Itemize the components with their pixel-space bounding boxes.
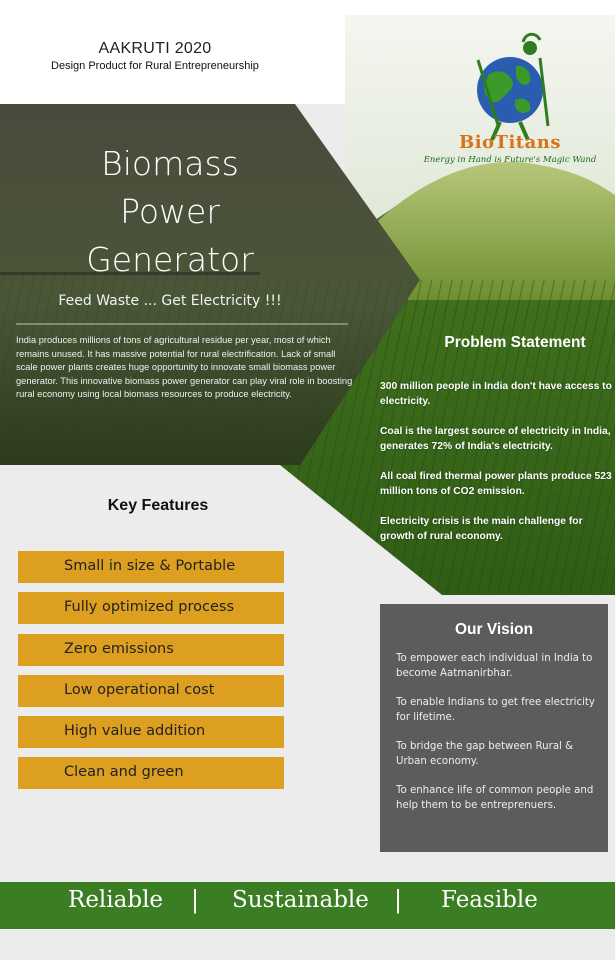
vision-item: To enable Indians to get free electricity for lifetime. — [396, 697, 595, 723]
feature-item: Small in size & Portable — [18, 551, 284, 583]
problem-item: All coal fired thermal power plants produce 523 million tons of CO2 emission. — [380, 471, 612, 497]
problem-item: 300 million people in India don't have access to electricity. — [380, 381, 612, 407]
product-tagline: Feed Waste ... Get Electricity !!! — [58, 293, 282, 309]
key-features-list — [18, 551, 284, 799]
brand-tagline: Energy in Hand is Future's Magic Wand — [423, 155, 597, 165]
footer-word-sustainable: Sustainable — [232, 887, 369, 913]
feature-item: Zero emissions — [18, 634, 284, 666]
product-title — [40, 140, 300, 284]
product-title-line: Generator — [86, 240, 254, 279]
feature-item: High value addition — [18, 716, 284, 748]
event-subtitle: Design Product for Rural Entrepreneurship — [51, 60, 259, 72]
brand-name: BioTitans — [459, 132, 561, 153]
problem-item: Electricity crisis is the main challenge for growth of rural economy. — [380, 516, 583, 542]
vision-list — [396, 651, 602, 827]
footer-word-feasible: Feasible — [441, 887, 538, 913]
vision-item: To bridge the gap between Rural & Urban economy. — [396, 741, 574, 767]
feature-item: Low operational cost — [18, 675, 284, 707]
feature-item: Fully optimized process — [18, 592, 284, 624]
key-features-title: Key Features — [107, 497, 209, 514]
vision-item: To empower each individual in India to become Aatmanirbhar. — [396, 653, 593, 679]
spartan-warrior-globe-icon — [420, 30, 600, 175]
product-title-line: Biomass — [101, 144, 239, 183]
vision-item: To enhance life of common people and help them to be entreprenuers. — [396, 785, 594, 811]
product-title-line: Power — [120, 192, 220, 231]
event-title: AAKRUTI 2020 — [98, 40, 212, 57]
product-intro: India produces millions of tons of agricultural residue per year, most of which remains unused. It has massive potential for rural electrification. Lack of small scale power plants creates huge opportunity to innovate small biomass power generator. This innovative biomass power generator can play viral role in boosting rural economy using local biomass resources to produce electricity. — [16, 335, 353, 400]
problem-statement-title: Problem Statement — [444, 334, 586, 351]
vision-title: Our Vision — [454, 621, 534, 638]
feature-item: Clean and green — [18, 757, 284, 789]
footer-word-reliable: Reliable — [68, 887, 164, 913]
problem-statement-list — [380, 380, 612, 560]
problem-item: Coal is the largest source of electricity in India, generates 72% of India's electricity. — [380, 426, 611, 452]
footer-separator: | — [394, 886, 403, 914]
footer-separator: | — [191, 886, 200, 914]
